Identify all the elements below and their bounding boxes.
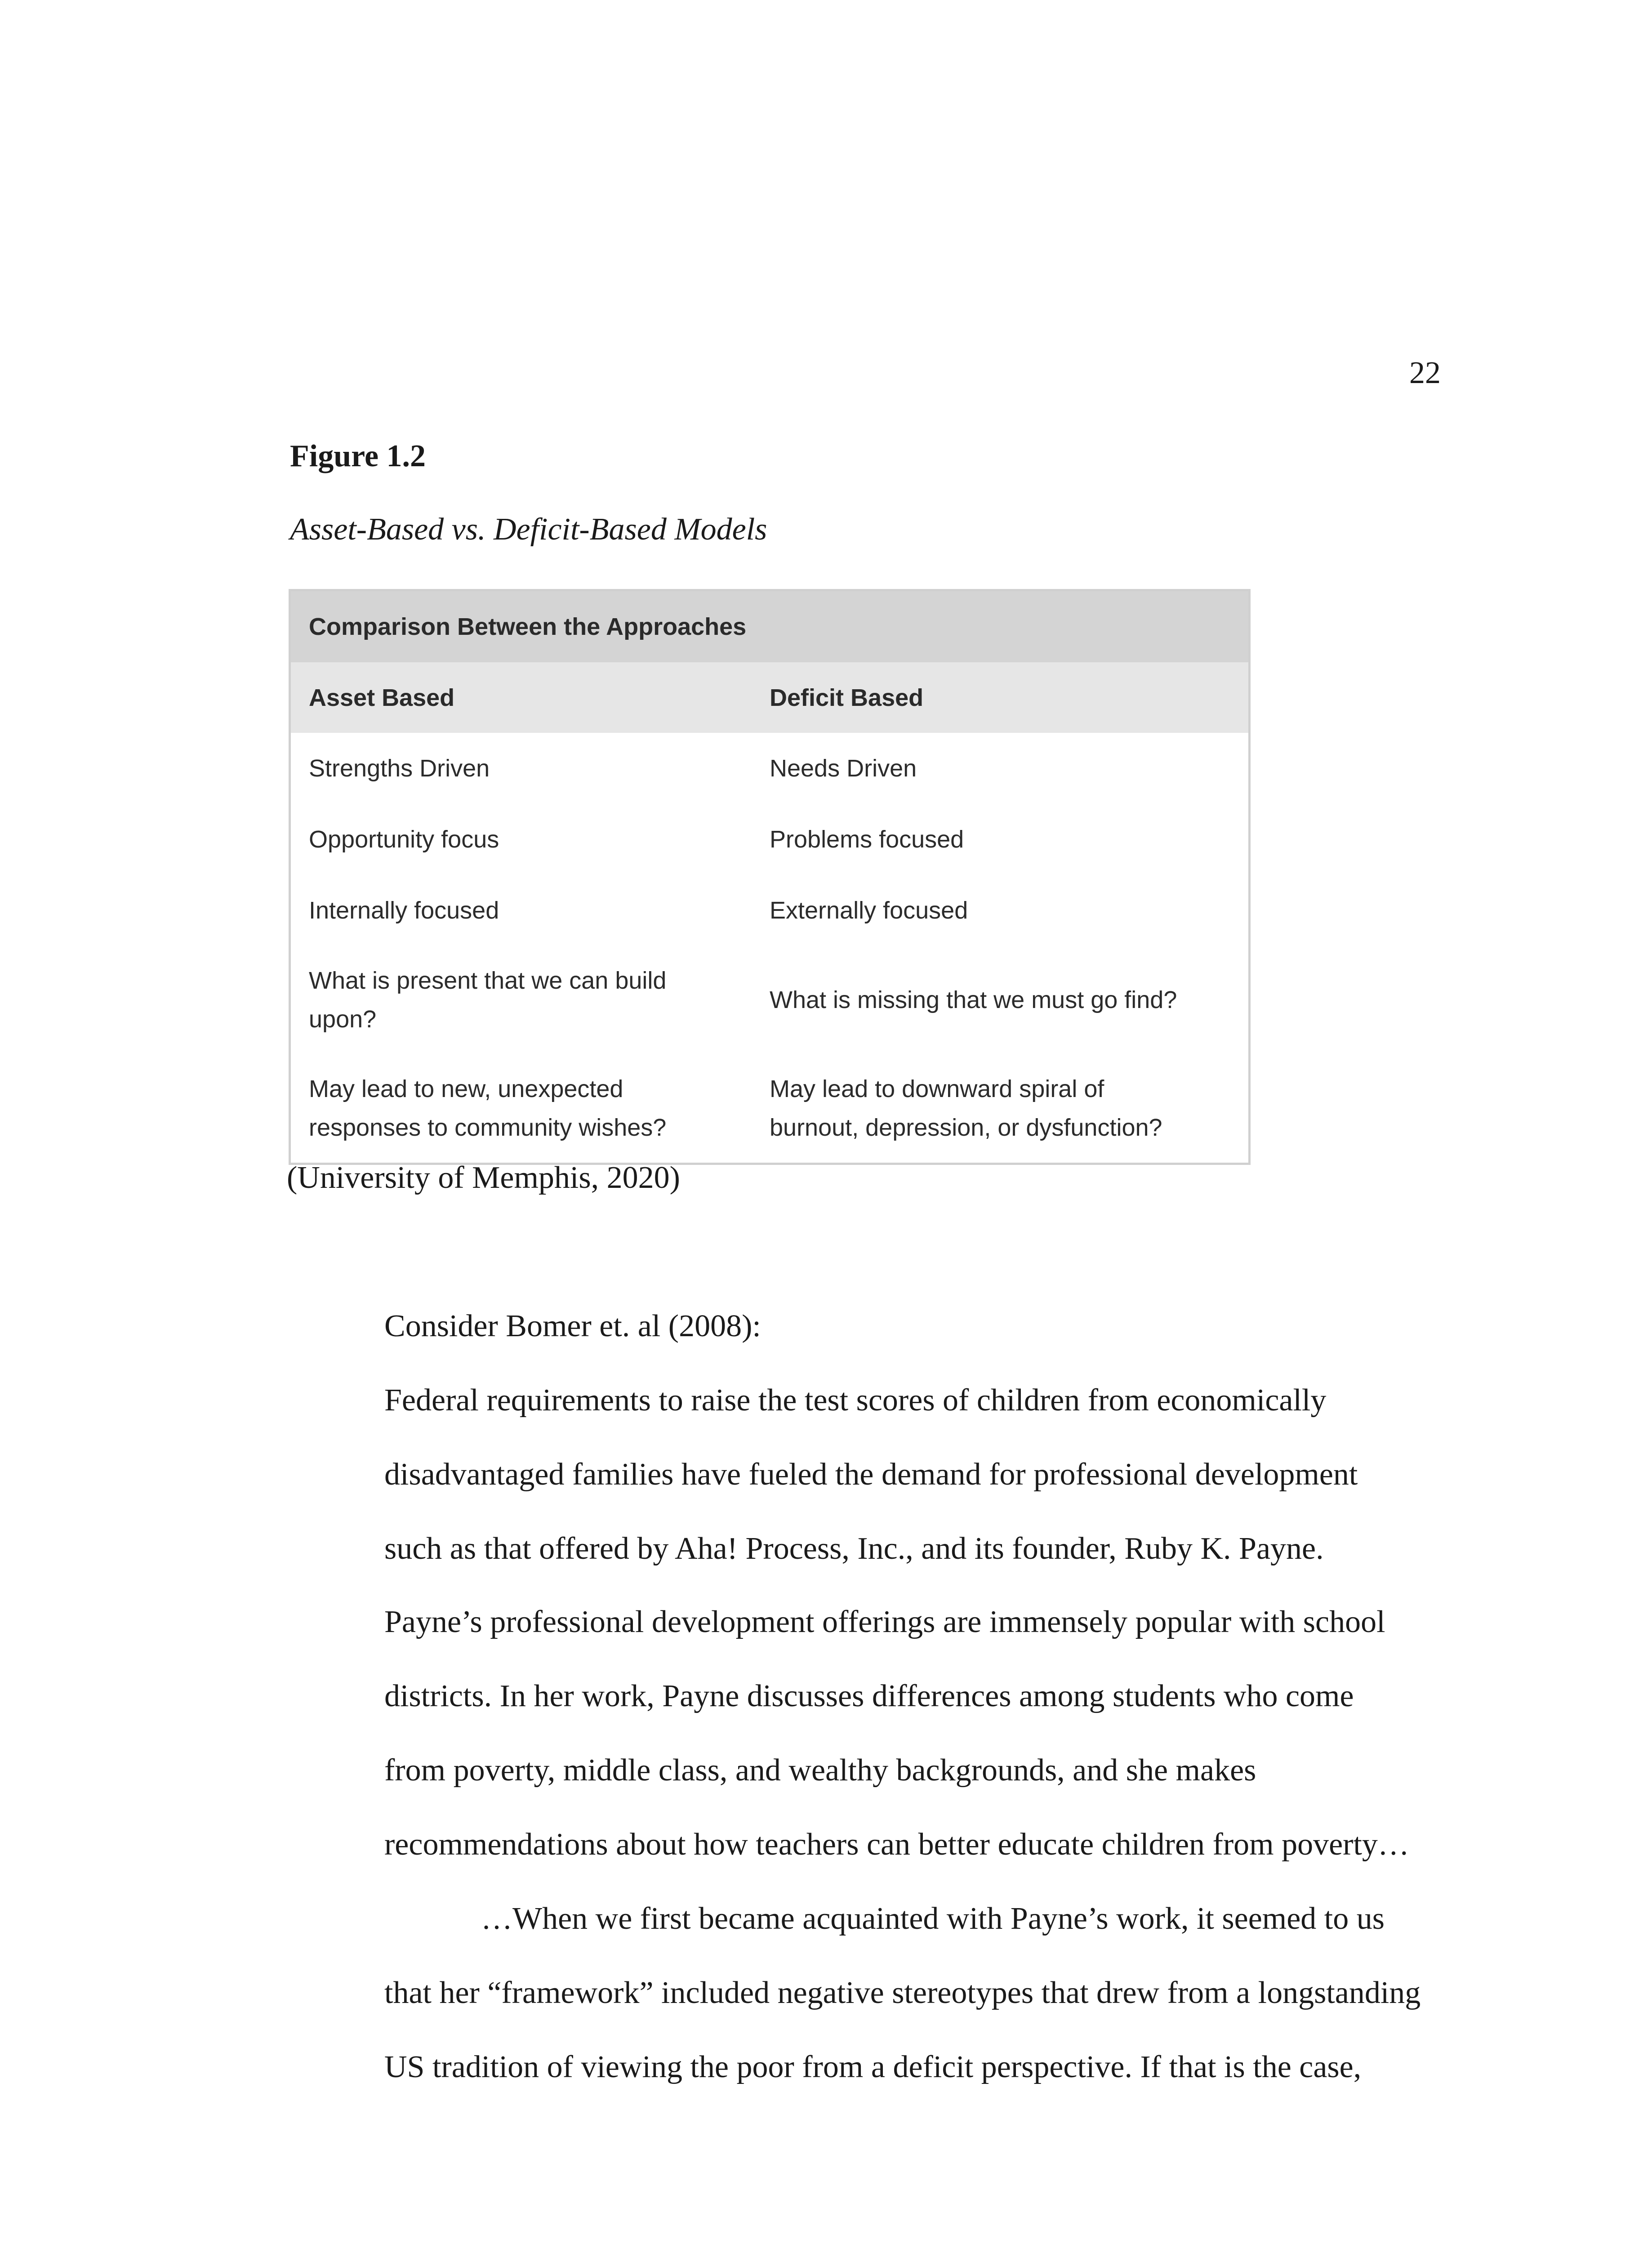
table-cell-deficit	[770, 981, 1248, 1019]
cell-line: May lead to downward spiral of	[770, 1075, 1104, 1102]
table-row	[291, 804, 1248, 875]
cell-line: responses to community wishes?	[309, 1114, 667, 1141]
comparison-table	[289, 589, 1251, 1165]
cell-line: What is missing that we must go find?	[770, 986, 1177, 1013]
intro-line: Consider Bomer et. al (2008):	[384, 1309, 761, 1343]
quote-line: US tradition of viewing the poor from a deficit perspective. If that is the case,	[384, 2050, 1362, 2084]
table-row	[291, 733, 1248, 804]
table-cell-deficit	[770, 820, 1248, 859]
table-cell-asset	[291, 1070, 770, 1147]
cell-line: upon?	[309, 1006, 377, 1033]
cell-line: Needs Driven	[770, 755, 917, 782]
table-row	[291, 875, 1248, 946]
cell-line: Opportunity focus	[309, 826, 499, 853]
quote-line: Federal requirements to raise the test scores of children from economically	[384, 1383, 1327, 1418]
quote-line: districts. In her work, Payne discusses differences among students who come	[384, 1679, 1354, 1713]
figure-citation: (University of Memphis, 2020)	[287, 1160, 680, 1195]
quote-line: that her “framework” included negative stereotypes that drew from a longstanding	[384, 1976, 1421, 2010]
table-cell-asset	[291, 961, 770, 1039]
quote-line: such as that offered by Aha! Process, Inc., and its founder, Ruby K. Payne.	[384, 1531, 1324, 1566]
cell-line: Problems focused	[770, 826, 964, 853]
table-cell-deficit	[770, 1070, 1248, 1147]
quote-line: Payne’s professional development offerings are immensely popular with school	[384, 1605, 1385, 1639]
cell-line: Internally focused	[309, 897, 499, 924]
figure-title: Asset-Based vs. Deficit-Based Models	[290, 512, 767, 547]
header-deficit-based: Deficit Based	[770, 684, 924, 711]
cell-line: Externally focused	[770, 897, 968, 924]
cell-line: Strengths Driven	[309, 755, 490, 782]
quote-line: recommendations about how teachers can better educate children from poverty…	[384, 1827, 1409, 1862]
figure-label: Figure 1.2	[290, 439, 426, 473]
quote-line: disadvantaged families have fueled the demand for professional development	[384, 1457, 1358, 1492]
table-cell-deficit	[770, 749, 1248, 788]
cell-line: burnout, depression, or dysfunction?	[770, 1114, 1162, 1141]
page-number: 22	[1409, 356, 1441, 390]
cell-line: What is present that we can build	[309, 967, 667, 994]
table-row	[291, 1054, 1248, 1163]
table-header-row	[291, 662, 1248, 733]
table-cell-asset	[291, 749, 770, 788]
table-caption: Comparison Between the Approaches	[291, 591, 1248, 662]
header-asset-based: Asset Based	[309, 684, 455, 711]
table-cell-asset	[291, 820, 770, 859]
table-cell-deficit	[770, 891, 1248, 930]
quote-line: …When we first became acquainted with Payne’s work, it seemed to us	[481, 1901, 1385, 1936]
table-cell-asset	[291, 891, 770, 930]
cell-line: May lead to new, unexpected	[309, 1075, 623, 1102]
table-row	[291, 946, 1248, 1054]
quote-line: from poverty, middle class, and wealthy backgrounds, and she makes	[384, 1753, 1256, 1788]
